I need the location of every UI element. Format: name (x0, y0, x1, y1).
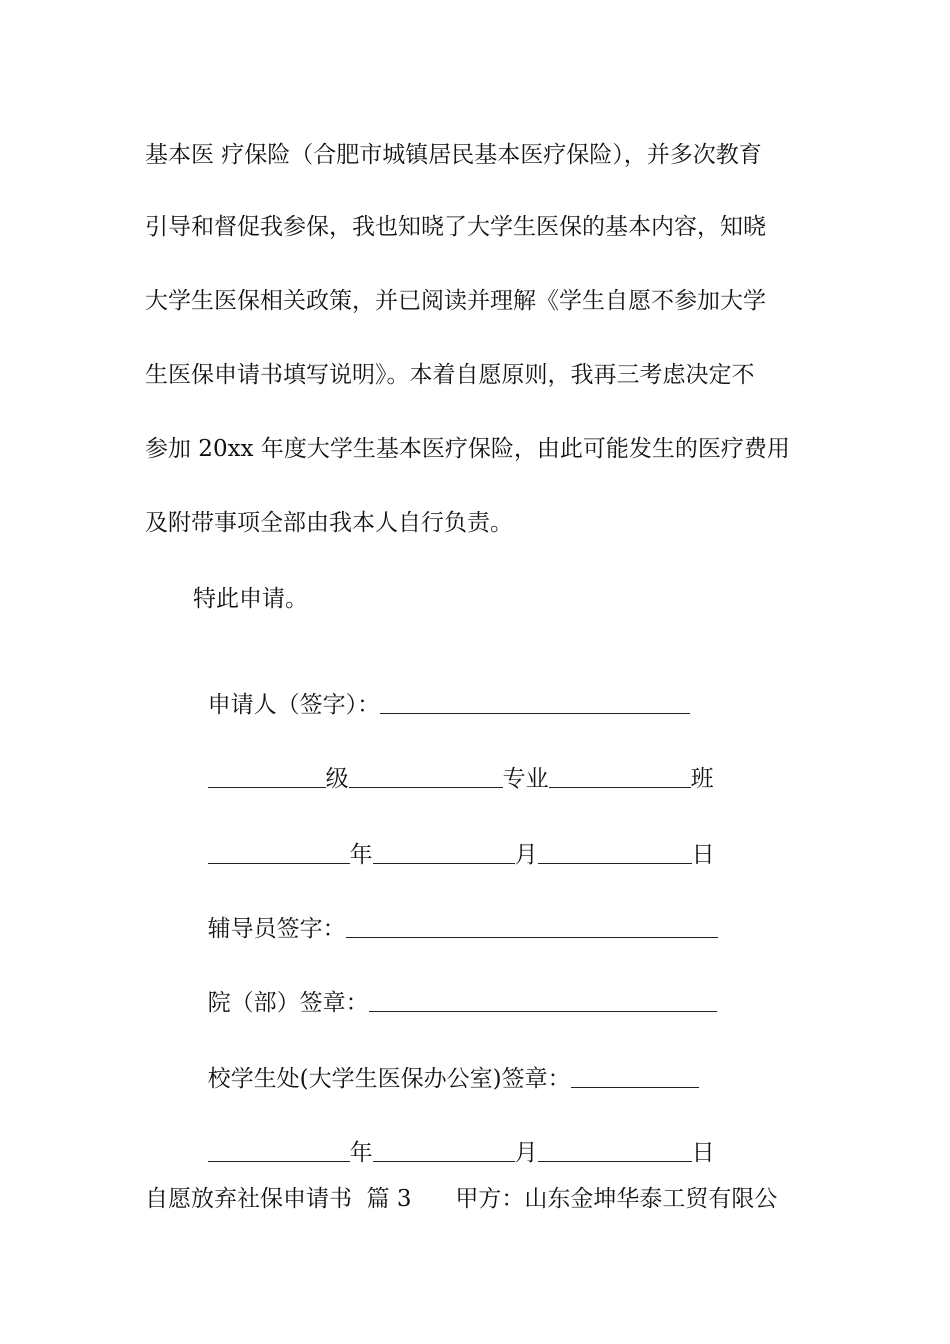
body-text-line: 引导和督促我参保，我也知晓了大学生医保的基本内容，知晓 (145, 214, 766, 240)
month-label: 月 (514, 842, 538, 868)
body-text-line: 基本医 疗保险（合肥市城镇居民基本医疗保险），并多次教育 (145, 142, 762, 168)
body-text-line: 参加 20xx 年度大学生基本医疗保险，由此可能发生的医疗费用 (145, 436, 790, 462)
department-seal-blank (369, 988, 717, 1012)
month-label: 月 (514, 1140, 538, 1166)
year-blank (208, 840, 350, 864)
office-date-row (193, 1108, 715, 1168)
grade-label: 级 (325, 766, 349, 792)
grade-blank (208, 764, 326, 788)
office-seal-row (193, 1034, 699, 1094)
applicant-label: 申请人（签字）： (207, 692, 381, 718)
major-label: 专业 (502, 766, 549, 792)
applicant-date-row (193, 810, 715, 870)
closing-text: 特此申请。 (193, 586, 308, 612)
body-text-line: 大学生医保相关政策，并已阅读并理解《学生自愿不参加大学 (145, 288, 766, 314)
counselor-signature-row (193, 884, 718, 944)
day-label: 日 (691, 1140, 715, 1166)
month-blank (373, 840, 515, 864)
department-seal-row (193, 958, 717, 1018)
department-label: 院（部）签章： (207, 990, 369, 1016)
major-blank (349, 764, 503, 788)
applicant-signature-row (193, 660, 690, 720)
class-blank (549, 764, 691, 788)
office-label: 校学生处(大学生医保办公室)签章： (207, 1066, 571, 1092)
grade-major-class-row (193, 734, 714, 794)
class-label: 班 (690, 766, 714, 792)
day-label: 日 (691, 842, 715, 868)
office-seal-blank (571, 1064, 699, 1088)
month-blank (373, 1138, 515, 1162)
body-text-line: 生医保申请书填写说明》。本着自愿原则，我再三考虑决定不 (145, 362, 755, 388)
day-blank (538, 840, 692, 864)
applicant-signature-blank (380, 690, 690, 714)
counselor-label: 辅导员签字： (207, 916, 346, 942)
year-label: 年 (349, 1140, 373, 1166)
day-blank (538, 1138, 692, 1162)
counselor-signature-blank (346, 914, 718, 938)
year-label: 年 (349, 842, 373, 868)
next-section-heading: 自愿放弃社保申请书 篇 3 甲方：山东金坤华泰工贸有限公 (145, 1186, 778, 1212)
year-blank (208, 1138, 350, 1162)
body-text-line: 及附带事项全部由我本人自行负责。 (145, 510, 513, 536)
